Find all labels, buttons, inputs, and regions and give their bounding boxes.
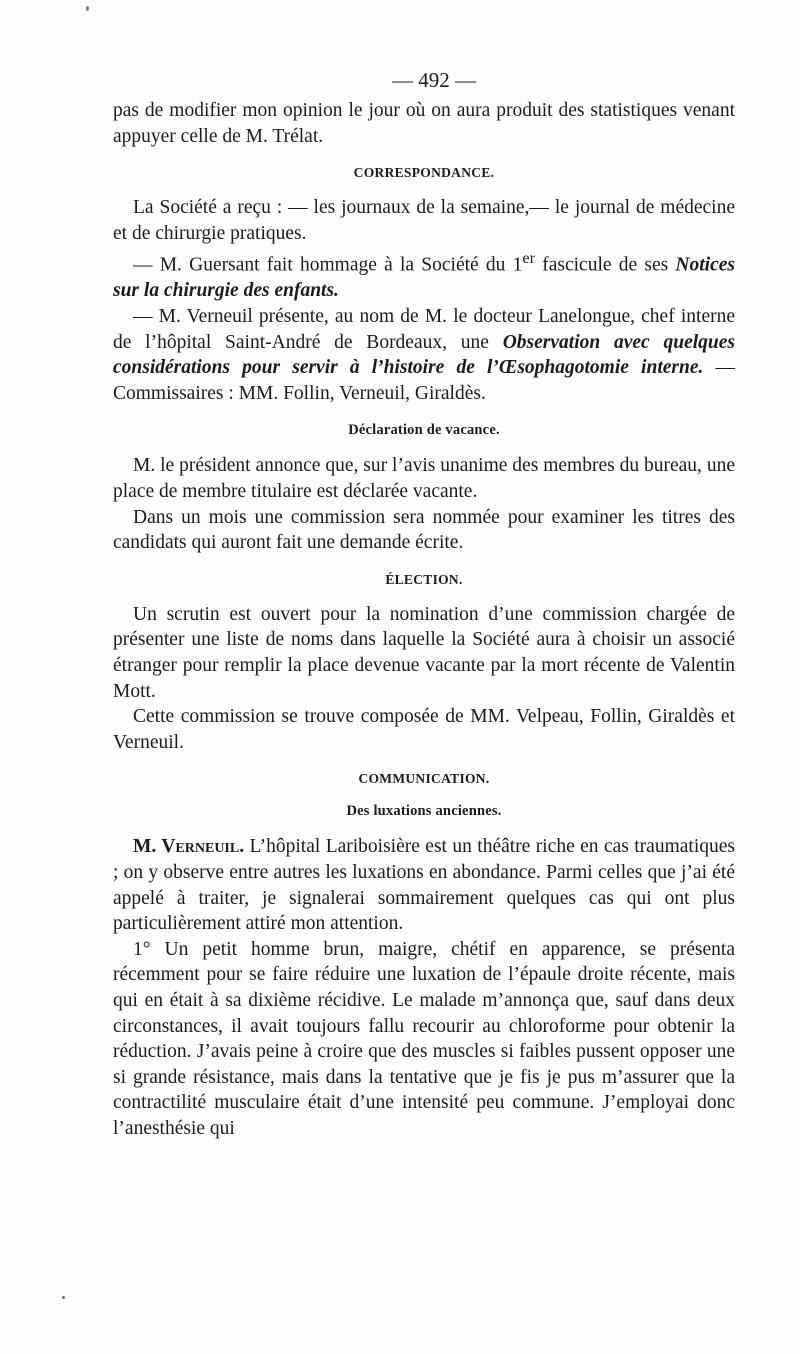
paragraph: [113, 246, 735, 304]
section-heading-correspondance: CORRESPONDANCE.: [353, 165, 495, 181]
text-run: fascicule de ses: [535, 254, 676, 276]
text-run: — M. Verneuil présente, au nom de M. le docteur Lanelongue, chef interne de l’hôpital Saint-André de Bordeaux, une: [113, 306, 735, 353]
paragraph: [113, 304, 735, 406]
paragraph: [113, 834, 735, 936]
scan-speck: [62, 1296, 65, 1299]
paragraph: La Société a reçu : — les journaux de la semaine,— le journal de médecine et de chirurgie pratiques.: [113, 197, 735, 244]
text-run: —Commissaires : MM. Follin, Verneuil, Giraldès.: [113, 357, 735, 404]
document-page: [113, 62, 735, 1142]
superscript: er: [522, 249, 535, 268]
italic-title: Notices sur la chirurgie des enfants.: [113, 254, 735, 302]
page-number: — 492 —: [392, 68, 476, 92]
paragraph: Un scrutin est ouvert pour la nomination d’une commission chargée de présenter une liste de noms dans laquelle la Société aura à choisir un associé étranger pour remplir la place devenue vacante par la mort récente de Valentin Mott.: [113, 603, 735, 702]
text-run: L’hôpital Lariboisière est un théâtre riche en cas traumatiques ; on y observe entre autres les luxations en abondance. Parmi celles que j’ai été appelé à traiter, je signalerai sommairement quelques cas qui ont plus particulièrement attiré mon attention.: [113, 836, 735, 935]
paragraph: M. le président annonce que, sur l’avis unanime des membres du bureau, une place de membre titulaire est déclarée vacante.: [113, 455, 735, 503]
italic-title: Observation avec quelques considérations pour servir à l’histoire de l’Œsophagotomie interne.: [113, 331, 735, 379]
section-heading-election: ÉLECTION.: [385, 571, 463, 587]
paragraph: Cette commission se trouve composée de MM. Velpeau, Follin, Giraldès et Verneuil.: [113, 706, 735, 753]
paragraph: 1° Un petit homme brun, maigre, chétif en apparence, se présenta récemment pour se faire réduire une luxation de l’épaule droite récente, mais qui en était à sa dixième récidive. Le malade m’annonça que, sauf dans deux circonstances, il avait toujours fallu recourir au chloroforme pour obtenir la réduction. J’avais peine à croire que des muscles si faibles pussent opposer une si grande résistance, mais dans la tentative que je fis je pus m’assurer que la contractilité musculaire était d’une intensité peu commune. J’employai donc l’anesthésie qui: [113, 938, 735, 1139]
section-heading-luxations: Des luxations anciennes.: [346, 803, 502, 820]
section-heading-declaration: Déclaration de vacance.: [348, 422, 500, 439]
section-heading-communication: COMMUNICATION.: [358, 771, 490, 787]
text-run: — M. Guersant fait hommage à la Société du 1: [133, 254, 523, 276]
paragraph: pas de modifier mon opinion le jour où on aura produit des statistiques venant appuyer celle de M. Trélat.: [113, 100, 735, 147]
scan-speck: [86, 6, 89, 11]
speaker-name: M. Verneuil.: [133, 836, 245, 858]
paragraph: Dans un mois une commission sera nommée pour examiner les titres des candidats qui auront fait une demande écrite.: [113, 506, 735, 554]
